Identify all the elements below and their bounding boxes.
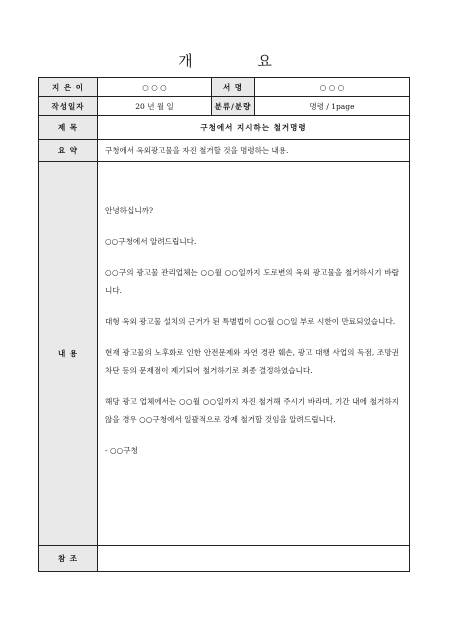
page-title: 개 요: [178, 52, 302, 70]
reference-row: [39, 546, 410, 572]
summary-label: 요 약: [39, 140, 98, 162]
summary-form-table: [38, 77, 410, 572]
content-label: 내 용: [39, 162, 98, 546]
category-value: 명령 / 1page: [255, 97, 410, 116]
reference-label: 참 조: [39, 546, 98, 572]
content-row: [39, 162, 410, 546]
subject-row: [39, 116, 410, 140]
content-paragraph: ○○구청에서 알려드립니다.: [105, 237, 197, 246]
reference-value: [98, 546, 410, 572]
category-label: 분류/분량: [212, 97, 255, 116]
summary-row: [39, 140, 410, 162]
author-label: 지 은 이: [39, 78, 98, 97]
author-value: ○ ○ ○: [98, 78, 212, 97]
date-label: 작성일자: [39, 97, 98, 116]
content-paragraph: 현재 광고물의 노후화로 인한 안전문제와 자연 경관 훼손, 광고 대행 사업의 독점, 조망권 차단 등의 문제점이 제기되어 철거하기로 최종 결정하였습니다.: [105, 348, 399, 375]
content-paragraph: 안녕하십니까?: [105, 206, 154, 215]
date-row: [39, 97, 410, 116]
content-body: [98, 162, 410, 546]
content-paragraph: 해당 광고 업체에서는 ○○월 ○○일까지 자진 철거해 주시기 바라며, 기간 내에 철거하지 않을 경우 ○○구청에서 일괄적으로 강제 철거할 것임을 알려드립니다.: [105, 397, 399, 424]
content-paragraph: 대형 옥외 광고물 설치의 근거가 된 특별법이 ○○월 ○○일 부로 시한이 만료되었습니다.: [105, 317, 396, 326]
signature-value: ○ ○ ○: [255, 78, 410, 97]
content-paragraph: ○○구의 광고물 관리업체는 ○○월 ○○일까지 도로변의 옥외 광고물을 철거하시기 바랍니다.: [105, 268, 399, 295]
summary-value: 구청에서 옥외광고물을 자진 철거할 것을 명령하는 내용.: [98, 140, 410, 162]
signature-label: 서 명: [212, 78, 255, 97]
subject-label: 제 목: [39, 116, 98, 140]
date-value: 20 년 월 일: [98, 97, 212, 116]
subject-value: 구청에서 지시하는 철거명령: [98, 116, 410, 140]
author-row: [39, 78, 410, 97]
content-paragraph: - ○○구청: [105, 446, 138, 455]
